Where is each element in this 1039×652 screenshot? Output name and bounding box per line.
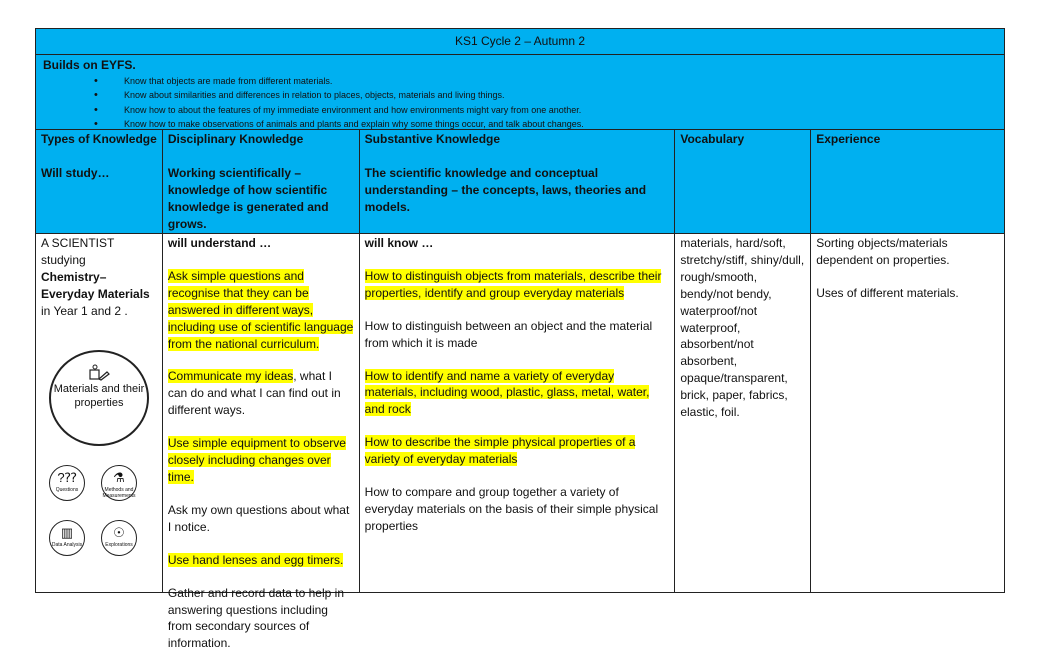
measuring-icon: ⚗ <box>113 469 125 485</box>
disciplinary-item-highlight: Communicate my ideas <box>167 369 294 384</box>
eyfs-item: • Know that objects are made from different materials. <box>94 74 1004 88</box>
materials-icon <box>51 364 147 382</box>
data-analysis-badge-label: Data Analysis <box>51 541 83 548</box>
studying-label: studying <box>41 252 86 267</box>
header-types-title: Types of Knowledge <box>41 132 157 146</box>
vocabulary-text: materials, hard/soft, stretchy/stiff, shiny/dull, rough/smooth, bendy/not bendy, waterproof/not waterproof, absorbent/not absorbent, opaque/transparent, brick, paper, fabrics, elastic, foil. <box>680 236 805 420</box>
substantive-item <box>365 368 670 419</box>
header-vocabulary <box>675 130 811 234</box>
methods-badge <box>101 465 137 501</box>
icon-group <box>41 320 157 590</box>
explorations-badge-label: Explorations <box>105 541 133 548</box>
disciplinary-item <box>168 368 354 419</box>
disciplinary-cell <box>163 234 360 651</box>
disciplinary-item-highlight: Use hand lenses and egg timers. <box>167 552 344 567</box>
disciplinary-item <box>168 552 354 569</box>
substantive-item-text: How to describe the simple physical properties of a variety of everyday materials <box>364 435 636 467</box>
header-types <box>36 130 163 234</box>
year-label: in Year 1 and 2 . <box>41 303 128 318</box>
experience-item: Sorting objects/materials dependent on properties. <box>816 236 950 267</box>
disciplinary-item <box>168 435 354 486</box>
topic-line-2: Everyday Materials <box>41 286 150 301</box>
header-disciplinary-title: Disciplinary Knowledge <box>167 132 304 146</box>
header-disciplinary-sub: Working scientifically – knowledge of how scientific knowledge is generated and grows. <box>167 166 329 231</box>
substantive-lead: will know … <box>364 236 434 250</box>
eyfs-item: • Know how to make observations of animals and plants and explain why some things occur, and talk about changes. <box>94 117 1004 131</box>
eyfs-heading: Builds on EYFS. <box>43 58 136 72</box>
header-types-sub: Will study… <box>41 166 110 180</box>
question-marks-icon: ?⁇ <box>57 469 77 485</box>
questions-badge <box>49 465 85 501</box>
substantive-item-text: How to distinguish objects from materials, describe their properties, identify and group everyday materials <box>364 268 662 300</box>
disciplinary-item-highlight: Use simple equipment to observe closely including changes over time. <box>167 436 346 484</box>
header-experience <box>811 130 1005 234</box>
disciplinary-item-text: Ask my own questions about what I notice. <box>167 502 350 534</box>
disciplinary-item <box>168 268 354 353</box>
data-analysis-badge <box>49 520 85 556</box>
substantive-item <box>365 318 670 352</box>
substantive-item-text: How to identify and name a variety of everyday materials, including wood, plastic, glass, metal, water, and rock <box>364 368 650 417</box>
eyfs-item: • Know how to about the features of my immediate environment and how environments might vary from one another. <box>94 103 1004 117</box>
questions-badge-label: Questions <box>55 486 79 493</box>
header-row <box>35 130 1005 234</box>
exploration-icon: ☉ <box>113 524 125 540</box>
substantive-cell <box>360 234 676 593</box>
types-cell <box>36 234 163 593</box>
materials-properties-label: Materials and their properties <box>53 382 145 409</box>
header-substantive-sub: The scientific knowledge and conceptual understanding – the concepts, laws, theories and models. <box>364 166 647 214</box>
chart-icon: ▥ <box>60 524 74 540</box>
scientist-label: A SCIENTIST <box>41 236 115 250</box>
disciplinary-item <box>168 585 354 652</box>
substantive-item <box>365 268 670 302</box>
materials-properties-badge <box>49 350 149 446</box>
header-disciplinary <box>163 130 360 234</box>
substantive-item-text: How to compare and group together a variety of everyday materials on the basis of their simple physical properties <box>364 485 659 533</box>
substantive-item <box>365 484 670 535</box>
curriculum-table <box>35 28 1005 651</box>
explorations-badge <box>101 520 137 556</box>
eyfs-list <box>43 74 1004 132</box>
eyfs-section <box>35 55 1005 130</box>
disciplinary-item-text: , what I can do and what I can find out in different ways. <box>167 369 341 418</box>
header-substantive-title: Substantive Knowledge <box>364 132 501 146</box>
header-vocabulary-title: Vocabulary <box>680 132 745 146</box>
header-substantive <box>360 130 676 234</box>
methods-badge-label: Methods and Measurements <box>102 486 136 499</box>
disciplinary-item-text: Gather and record data to help in answering questions including from secondary sources of information. <box>167 585 344 651</box>
disciplinary-lead: will understand … <box>167 236 272 250</box>
disciplinary-item-highlight: Ask simple questions and recognise that they can be answered in different ways, including use of scientific language from the national curriculum. <box>167 268 354 351</box>
disciplinary-item <box>168 502 354 536</box>
vocabulary-cell <box>675 234 811 593</box>
topic-line-1: Chemistry– <box>41 269 107 284</box>
body-row <box>35 234 1005 651</box>
eyfs-item: • Know about similarities and differences in relation to places, objects, materials and living things. <box>94 88 1004 102</box>
table-title: KS1 Cycle 2 – Autumn 2 <box>35 28 1005 55</box>
experience-item: Uses of different materials. <box>816 285 959 300</box>
substantive-item-text: How to distinguish between an object and the material from which it is made <box>364 318 653 350</box>
header-experience-title: Experience <box>816 132 881 146</box>
substantive-item <box>365 434 670 468</box>
experience-cell <box>811 234 1005 593</box>
